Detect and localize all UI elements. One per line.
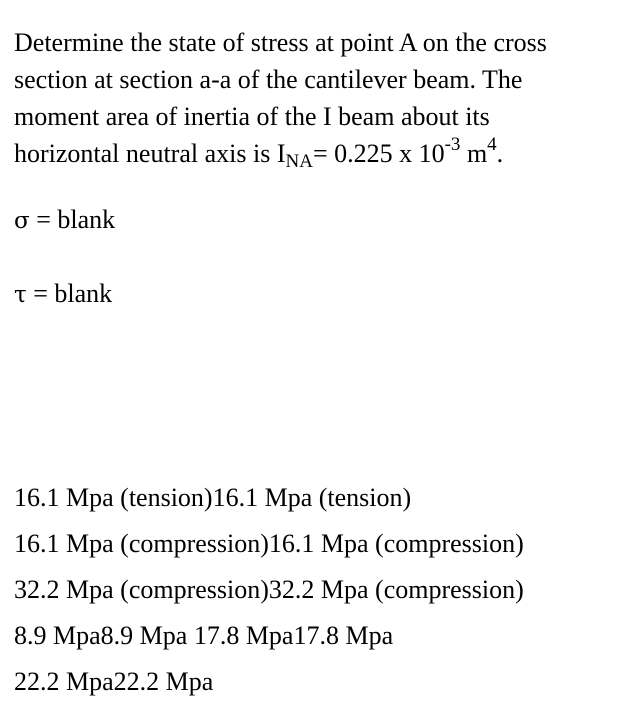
sigma-symbol: σ [14, 208, 30, 234]
inertia-exponent: -3 [444, 134, 461, 155]
answer-option[interactable]: 16.1 Mpa (compression)16.1 Mpa (compression) [14, 529, 524, 558]
answer-option[interactable]: 32.2 Mpa (compression)32.2 Mpa (compression) [14, 575, 524, 604]
answer-option[interactable]: 8.9 Mpa8.9 Mpa 17.8 Mpa17.8 Mpa [14, 621, 394, 650]
inertia-unit-exponent: 4 [487, 134, 497, 155]
answer-options [14, 475, 524, 705]
inertia-period: . [496, 139, 504, 168]
inertia-unit: m [460, 139, 488, 168]
question-line-3: moment area of inertia of the I beam about its [14, 102, 490, 131]
tau-symbol: τ [14, 282, 27, 308]
inertia-value: = 0.225 x 10 [312, 139, 445, 168]
sigma-blank[interactable]: = blank [29, 205, 116, 234]
inertia-prefix: horizontal neutral axis is I [14, 139, 286, 168]
question-text [14, 24, 614, 172]
tau-blank[interactable]: = blank [26, 279, 113, 308]
question-line-1: Determine the state of stress at point A on the cross [14, 28, 547, 57]
inertia-subscript: NA [285, 151, 313, 172]
question-line-4 [14, 135, 614, 172]
answer-option[interactable]: 16.1 Mpa (tension)16.1 Mpa (tension) [14, 483, 412, 512]
answer-option[interactable]: 22.2 Mpa22.2 Mpa [14, 667, 214, 696]
sigma-answer-line [14, 204, 115, 237]
tau-answer-line [14, 278, 112, 311]
question-line-2: section at section a-a of the cantilever beam. The [14, 65, 523, 94]
